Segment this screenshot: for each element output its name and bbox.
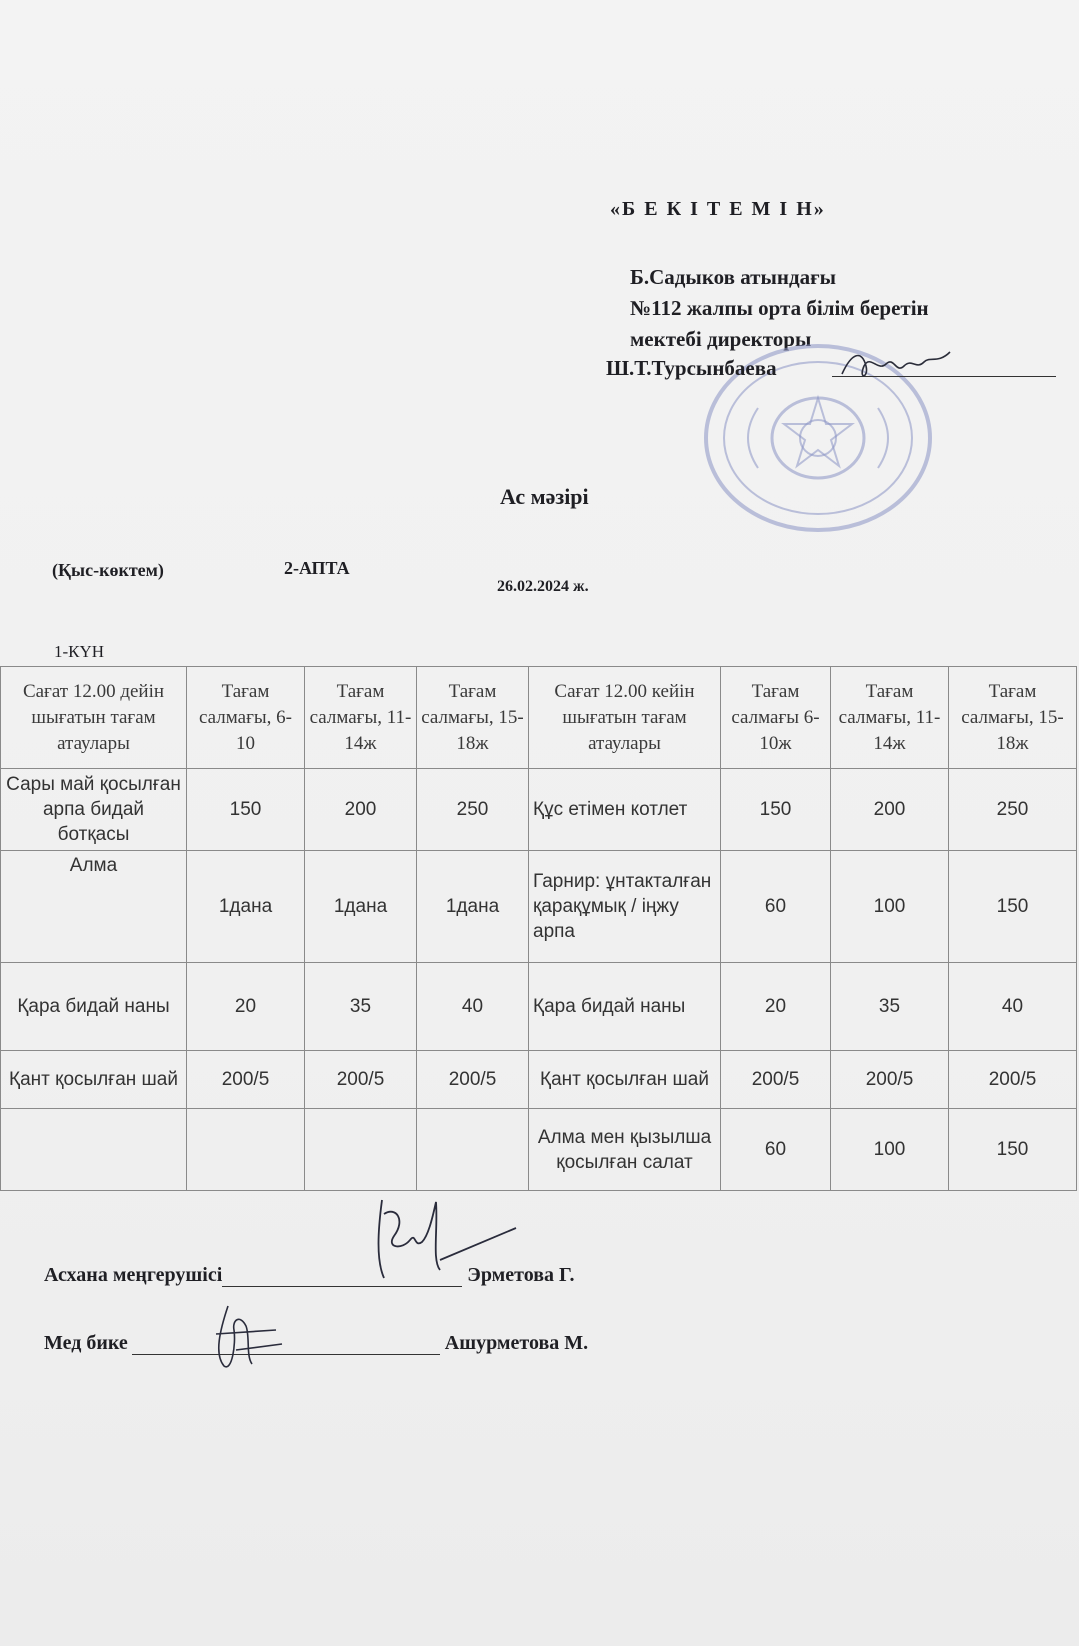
director-signature: [838, 344, 958, 386]
table-cell: 1дана: [305, 851, 417, 963]
approval-line-3: мектебі директоры: [630, 327, 812, 351]
header-cell: Тағам салмағы, 11-14ж: [305, 667, 417, 769]
table-cell: Алма мен қызылша қосылған салат: [529, 1109, 721, 1191]
director-name: Ш.Т.Турсынбаева: [606, 356, 777, 380]
menu-table: [0, 666, 1077, 1191]
table-cell: [417, 1109, 529, 1191]
table-cell: 250: [417, 769, 529, 851]
table-cell: 200: [831, 769, 949, 851]
header-cell: Тағам салмағы, 11-14ж: [831, 667, 949, 769]
table-cell: 1дана: [417, 851, 529, 963]
table-cell: 200/5: [187, 1051, 305, 1109]
table-cell: 200: [305, 769, 417, 851]
header-cell: Сағат 12.00 кейін шығатын тағам атаулары: [529, 667, 721, 769]
table-cell: 60: [721, 851, 831, 963]
week-label: 2-АПТА: [284, 558, 350, 578]
table-cell: 20: [187, 963, 305, 1051]
table-cell: 150: [949, 1109, 1077, 1191]
table-cell: 200/5: [949, 1051, 1077, 1109]
day-label: 1-КҮН: [54, 642, 105, 661]
table-cell: 200/5: [305, 1051, 417, 1109]
table-cell: Қара бидай наны: [1, 963, 187, 1051]
approval-line-2: №112 жалпы орта білім беретін: [630, 296, 929, 320]
document-date: 26.02.2024 ж.: [497, 578, 589, 595]
header-cell: Тағам салмағы, 15-18ж: [949, 667, 1077, 769]
table-cell: 1дана: [187, 851, 305, 963]
table-row: [1, 1109, 1077, 1191]
table-cell: 60: [721, 1109, 831, 1191]
table-cell: 200/5: [831, 1051, 949, 1109]
table-cell: 20: [721, 963, 831, 1051]
table-cell: 40: [417, 963, 529, 1051]
table-cell: Алма: [1, 851, 187, 963]
table-cell: 100: [831, 851, 949, 963]
table-cell: [1, 1109, 187, 1191]
table-cell: Құс етімен котлет: [529, 769, 721, 851]
kitchen-manager-label: Асхана меңгерушісі: [44, 1264, 223, 1286]
table-cell: 100: [831, 1109, 949, 1191]
approval-line-1: Б.Садыков атындағы: [630, 265, 837, 289]
approval-title: «Б Е К І Т Е М І Н»: [610, 198, 826, 220]
kitchen-manager-name: Эрметова Г.: [467, 1264, 575, 1286]
table-cell: 250: [949, 769, 1077, 851]
table-cell: 150: [949, 851, 1077, 963]
table-cell: [305, 1109, 417, 1191]
table-cell: Қант қосылған шай: [1, 1051, 187, 1109]
table-cell: 150: [187, 769, 305, 851]
table-cell: 150: [721, 769, 831, 851]
kitchen-manager-signature-mark: [370, 1190, 520, 1286]
season-label: (Қыс-көктем): [52, 560, 164, 580]
table-cell: Гарнир: ұнтакталған қарақұмық / іңжу арпа: [529, 851, 721, 963]
table-cell: 200/5: [417, 1051, 529, 1109]
table-row: [1, 851, 1077, 963]
table-row: [1, 1051, 1077, 1109]
nurse-name: Ашурметова М.: [444, 1332, 589, 1354]
header-cell: Сағат 12.00 дейін шығатын тағам атаулары: [1, 667, 187, 769]
table-row: [1, 769, 1077, 851]
table-row: [1, 963, 1077, 1051]
table-cell: 35: [305, 963, 417, 1051]
table-cell: 40: [949, 963, 1077, 1051]
header-cell: Тағам салмағы 6-10ж: [721, 667, 831, 769]
table-cell: 200/5: [721, 1051, 831, 1109]
menu-title: Ас мәзірі: [500, 484, 589, 509]
table-cell: 35: [831, 963, 949, 1051]
table-cell: Қант қосылған шай: [529, 1051, 721, 1109]
header-cell: Тағам салмағы, 6-10: [187, 667, 305, 769]
table-cell: Қара бидай наны: [529, 963, 721, 1051]
table-cell: Сары май қосылған арпа бидай ботқасы: [1, 769, 187, 851]
table-cell: [187, 1109, 305, 1191]
table-header-row: [1, 667, 1077, 769]
nurse-signature-mark: [206, 1300, 286, 1372]
nurse-signature: [44, 1332, 588, 1355]
header-cell: Тағам салмағы, 15-18ж: [417, 667, 529, 769]
nurse-label: Мед бике: [44, 1332, 128, 1354]
